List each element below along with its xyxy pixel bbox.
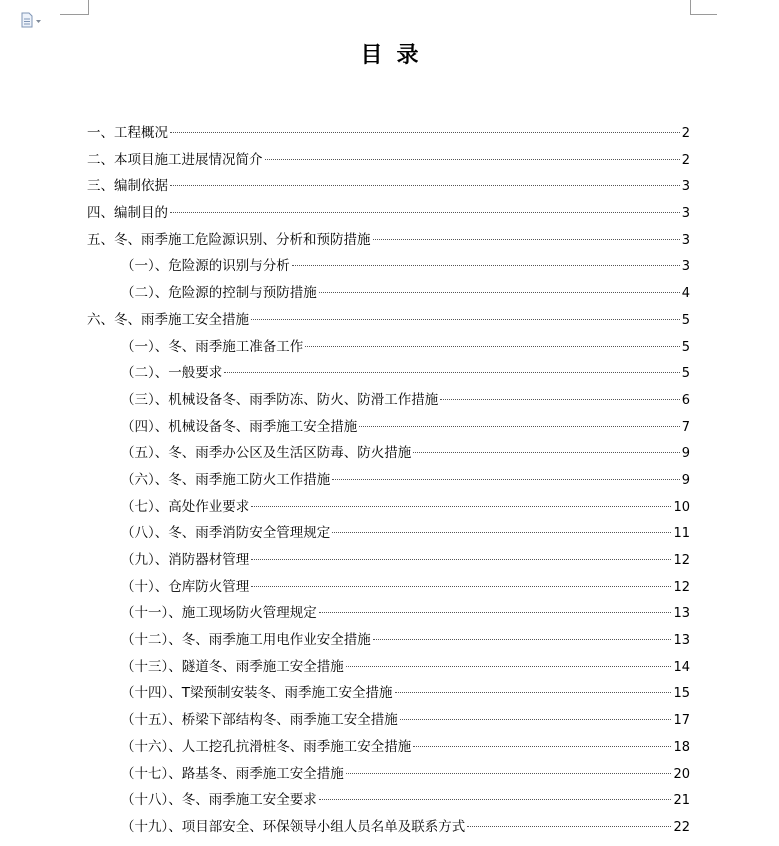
toc-dot-leader — [292, 265, 680, 266]
toc-dot-leader — [265, 159, 680, 160]
toc-entry-page-number: 3 — [681, 232, 690, 248]
toc-entry[interactable] — [87, 654, 690, 681]
toc-dot-leader — [251, 506, 671, 507]
toc-entry[interactable] — [87, 307, 690, 334]
toc-entry-page-number: 10 — [673, 499, 690, 515]
toc-dot-leader — [467, 826, 671, 827]
toc-dot-leader — [305, 346, 679, 347]
page-margin-corner-left — [60, 0, 89, 15]
toc-entry[interactable] — [87, 120, 690, 147]
toc-entry-page-number: 4 — [681, 286, 690, 302]
toc-entry-title: （十）、仓库防火管理 — [121, 578, 250, 595]
toc-entry-page-number: 3 — [681, 259, 690, 275]
toc-entry[interactable] — [87, 761, 690, 788]
toc-entry-page-number: 12 — [673, 579, 690, 595]
toc-entry-title: 六、冬、雨季施工安全措施 — [87, 311, 249, 328]
toc-entry[interactable] — [87, 627, 690, 654]
toc-dot-leader — [170, 212, 680, 213]
toc-entry-title: 五、冬、雨季施工危险源识别、分析和预防措施 — [87, 231, 371, 248]
toc-entry[interactable] — [87, 680, 690, 707]
toc-entry-title: （四）、机械设备冬、雨季施工安全措施 — [121, 418, 358, 435]
toc-entry[interactable] — [87, 574, 690, 601]
toc-dot-leader — [319, 612, 672, 613]
toc-entry-page-number: 5 — [681, 366, 690, 382]
page-margin-corner-right — [690, 0, 717, 15]
toc-dot-leader — [170, 132, 680, 133]
toc-dot-leader — [413, 746, 671, 747]
toc-dot-leader — [319, 292, 680, 293]
toc-dot-leader — [224, 372, 679, 373]
toc-entry-title: （十七）、路基冬、雨季施工安全措施 — [121, 765, 344, 782]
toc-dot-leader — [251, 586, 671, 587]
toc-entry-title: （十六）、人工挖孔抗滑桩冬、雨季施工安全措施 — [121, 738, 412, 755]
toc-dot-leader — [359, 426, 679, 427]
toc-dot-leader — [373, 239, 680, 240]
toc-dot-leader — [346, 773, 672, 774]
toc-entry-page-number: 9 — [681, 472, 690, 488]
toc-entry-page-number: 5 — [681, 312, 690, 328]
toc-entry-page-number: 2 — [681, 126, 690, 141]
toc-entry[interactable] — [87, 200, 690, 227]
toc-entry[interactable] — [87, 227, 690, 254]
toc-entry-page-number: 13 — [673, 606, 690, 622]
toc-entry[interactable] — [87, 494, 690, 521]
toc-entry-page-number: 20 — [673, 766, 690, 782]
toc-entry-title: （十九）、项目部安全、环保领导小组人员名单及联系方式 — [121, 818, 466, 835]
toc-entry-page-number: 18 — [673, 739, 690, 755]
toc-entry[interactable] — [87, 547, 690, 574]
toc-entry[interactable] — [87, 467, 690, 494]
toc-entry-title: （一）、危险源的识别与分析 — [121, 258, 290, 275]
toc-entry[interactable] — [87, 440, 690, 467]
toc-entry-page-number: 2 — [681, 152, 690, 168]
toc-entry-title: （十五）、桥梁下部结构冬、雨季施工安全措施 — [121, 712, 398, 729]
toc-entry[interactable] — [87, 600, 690, 627]
toc-entry-page-number: 7 — [681, 419, 690, 435]
toc-entry-page-number: 14 — [673, 659, 690, 675]
toc-entry[interactable] — [87, 147, 690, 174]
toc-dot-leader — [440, 399, 679, 400]
toc-entry-title: （二）、危险源的控制与预防措施 — [121, 285, 317, 302]
toc-dot-leader — [413, 452, 679, 453]
toc-entry[interactable] — [87, 707, 690, 734]
toc-dot-leader — [332, 479, 679, 480]
toc-dot-leader — [395, 692, 672, 693]
toc-entry-title: （十三）、隧道冬、雨季施工安全措施 — [121, 658, 344, 675]
toc-entry[interactable] — [87, 360, 690, 387]
toc-dot-leader — [251, 319, 680, 320]
toc-dot-leader — [373, 639, 672, 640]
toc-entry-page-number: 5 — [681, 339, 690, 355]
toc-dot-leader — [251, 559, 671, 560]
toc-entry[interactable] — [87, 520, 690, 547]
toc-entry-page-number: 12 — [673, 553, 690, 568]
toc-entry-title: 一、工程概况 — [87, 125, 168, 141]
toc-entry[interactable] — [87, 787, 690, 814]
toc-dot-leader — [346, 666, 672, 667]
toc-entry-page-number: 15 — [673, 686, 690, 702]
toc-entry-title: （八）、冬、雨季消防安全管理规定 — [121, 525, 331, 542]
toc-entry-title: （二）、一般要求 — [121, 365, 223, 382]
toc-entry[interactable] — [87, 334, 690, 361]
toc-entry-title: 四、编制目的 — [87, 205, 168, 222]
toc-entry[interactable] — [87, 387, 690, 414]
document-options-icon[interactable] — [20, 12, 44, 28]
toc-entry-title: （十四）、T梁预制安装冬、雨季施工安全措施 — [121, 685, 393, 702]
toc-dot-leader — [319, 799, 672, 800]
toc-entry-page-number: 3 — [681, 179, 690, 195]
toc-entry[interactable] — [87, 814, 690, 841]
toc-entry-title: （十八）、冬、雨季施工安全要求 — [121, 792, 317, 809]
toc-dot-leader — [400, 719, 672, 720]
toc-entry[interactable] — [87, 734, 690, 761]
toc-entry-title: （十一）、施工现场防火管理规定 — [121, 605, 317, 622]
toc-entry-title: （三）、机械设备冬、雨季防冻、防火、防滑工作措施 — [121, 391, 439, 408]
toc-entry-title: （一）、冬、雨季施工准备工作 — [121, 338, 304, 355]
toc-entry[interactable] — [87, 414, 690, 441]
toc-entry-title: 二、本项目施工进展情况简介 — [87, 151, 263, 168]
toc-entry-title: （五）、冬、雨季办公区及生活区防毒、防火措施 — [121, 445, 412, 462]
toc-entry-title: （九）、消防器材管理 — [121, 552, 250, 568]
toc-entry-page-number: 22 — [673, 819, 690, 835]
toc-entry-title: 三、编制依据 — [87, 178, 168, 195]
toc-entry-page-number: 21 — [673, 793, 690, 809]
toc-entry-title: （七）、高处作业要求 — [121, 498, 250, 515]
toc-dot-leader — [170, 185, 680, 186]
page-title: 目录 — [360, 42, 433, 68]
toc-entry[interactable] — [87, 253, 690, 280]
toc-entry-page-number: 3 — [681, 206, 690, 222]
toc-entry-page-number: 6 — [681, 392, 690, 408]
toc-entry-page-number: 17 — [673, 713, 690, 729]
toc-dot-leader — [332, 532, 671, 533]
toc-entry-page-number: 13 — [673, 633, 690, 649]
table-of-contents — [87, 120, 690, 841]
toc-entry[interactable] — [87, 280, 690, 307]
toc-entry-page-number: 11 — [673, 526, 690, 542]
toc-entry-page-number: 9 — [681, 446, 690, 462]
toc-entry[interactable] — [87, 173, 690, 200]
toc-entry-title: （十二）、冬、雨季施工用电作业安全措施 — [121, 632, 371, 649]
toc-entry-title: （六）、冬、雨季施工防火工作措施 — [121, 471, 331, 488]
